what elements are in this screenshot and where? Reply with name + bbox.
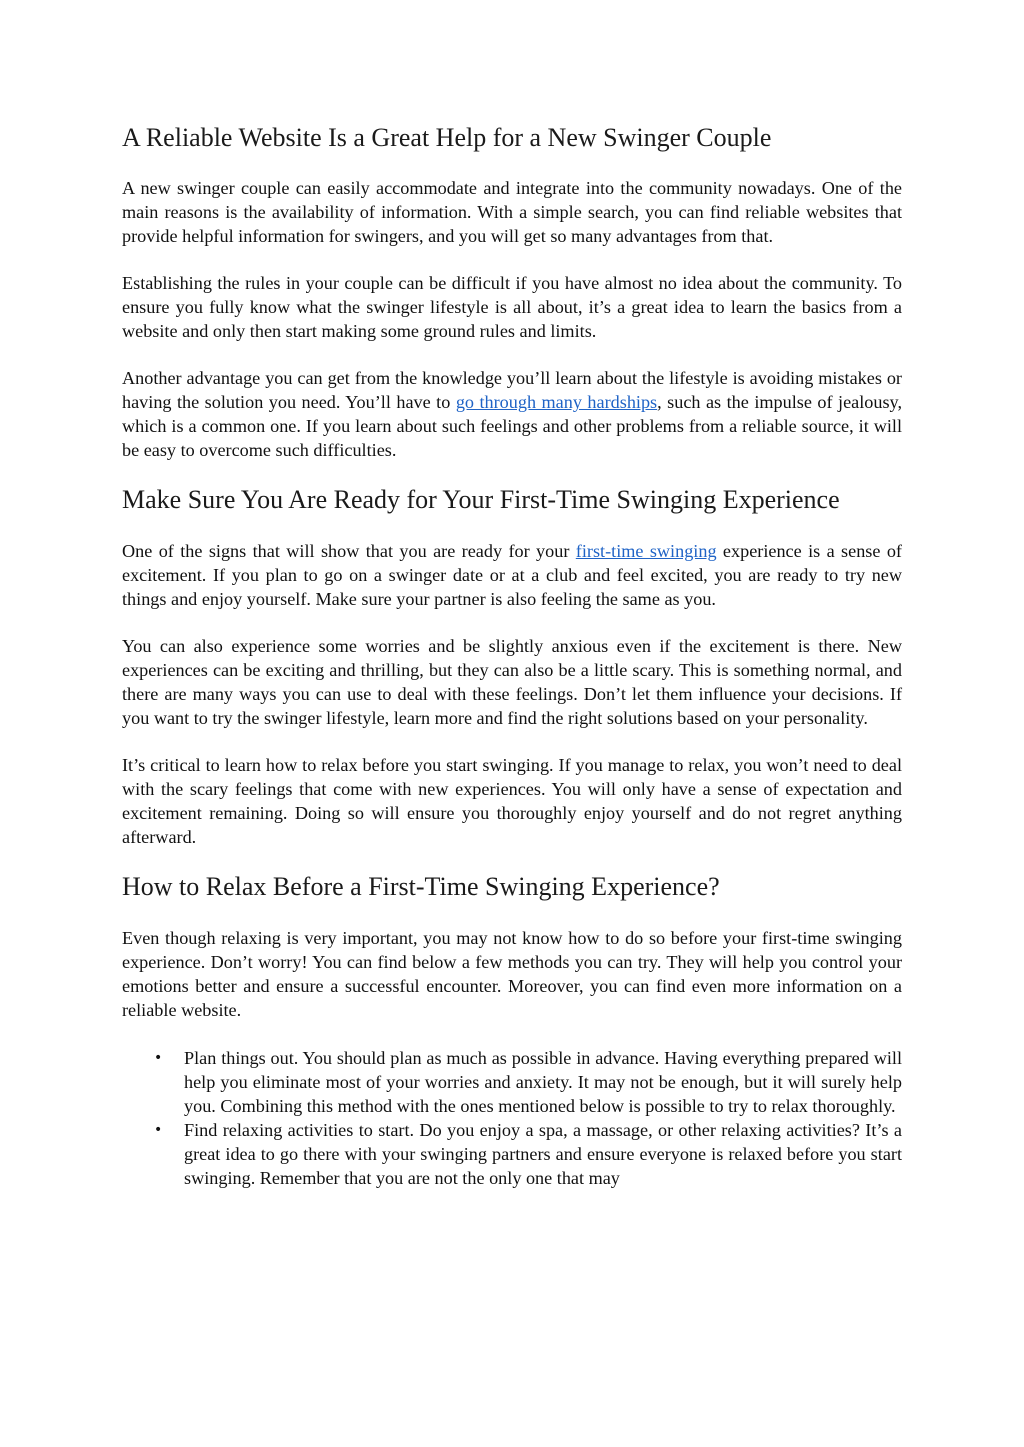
list-item-text: Find relaxing activities to start. Do you enjoy a spa, a massage, or other relaxing activities? It’s a great idea to go there with your swinging partners and ensure everyone is relaxed before you start swinging. Remember that you are not the only one that may: [184, 1120, 902, 1188]
document-page: [122, 0, 902, 1190]
bullet-icon: •: [154, 1050, 163, 1066]
paragraph: [122, 366, 902, 462]
first-time-swinging-link[interactable]: first-time swinging: [575, 541, 717, 561]
section-heading-ready-first-time: Make Sure You Are Ready for Your First-Time Swinging Experience: [122, 485, 840, 514]
paragraph-text: , such as the impulse of jealousy, which is a common one. If you learn about such feelings and other problems from a reliable source, it will be easy to overcome such difficulties.: [122, 392, 902, 460]
paragraph-text: One of the signs that will show that you are ready for your: [122, 541, 576, 561]
bullet-icon: •: [154, 1122, 163, 1138]
hardships-link[interactable]: go through many hardships: [455, 392, 658, 412]
paragraph-text: Another advantage you can get from the knowledge you’ll learn about the lifestyle is avoiding mistakes or having the solution you need. You’ll have to: [122, 368, 902, 412]
section-heading-how-to-relax: How to Relax Before a First-Time Swinging Experience?: [122, 872, 720, 901]
paragraph: You can also experience some worries and be slightly anxious even if the excitement is there. New experiences can be exciting and thrilling, but they can also be a little scary. This is something normal, and there are many ways you can use to deal with these feelings. Don’t let them influence your decisions. If you want to try the swinger lifestyle, learn more and find the right solutions based on your personality.: [122, 636, 902, 728]
list-item: [122, 1118, 902, 1190]
paragraph: A new swinger couple can easily accommodate and integrate into the community nowadays. One of the main reasons is the availability of information. With a simple search, you can find reliable websites that provide helpful information for swingers, and you will get so many advantages from that.: [122, 178, 902, 246]
paragraph: It’s critical to learn how to relax before you start swinging. If you manage to relax, you won’t need to deal with the scary feelings that come with new experiences. You will only have a sense of expectation and excitement remaining. Doing so will ensure you thoroughly enjoy yourself and do not regret anything afterward.: [122, 755, 902, 847]
list-item-text: Plan things out. You should plan as much as possible in advance. Having everything prepared will help you eliminate most of your worries and anxiety. It may not be enough, but it will surely help you. Combining this method with the ones mentioned below is possible to try to relax thoroughly.: [184, 1048, 902, 1116]
paragraph: Establishing the rules in your couple can be difficult if you have almost no idea about the community. To ensure you fully know what the swinger lifestyle is all about, it’s a great idea to learn the basics from a website and only then start making some ground rules and limits.: [122, 273, 902, 341]
list-item: [122, 1046, 902, 1118]
tips-list: [122, 1046, 902, 1190]
paragraph-text: experience is a sense of excitement. If you plan to go on a swinger date or at a club and feel excited, you are ready to try new things and enjoy yourself. Make sure your partner is also feeling the same as you.: [122, 541, 902, 609]
section-heading-reliable-website: A Reliable Website Is a Great Help for a New Swinger Couple: [122, 123, 772, 152]
paragraph: Even though relaxing is very important, you may not know how to do so before your first-time swinging experience. Don’t worry! You can find below a few methods you can try. They will help you control your emotions better and ensure a successful encounter. Moreover, you can find even more information on a reliable website.: [122, 928, 902, 1020]
paragraph: [122, 539, 902, 611]
